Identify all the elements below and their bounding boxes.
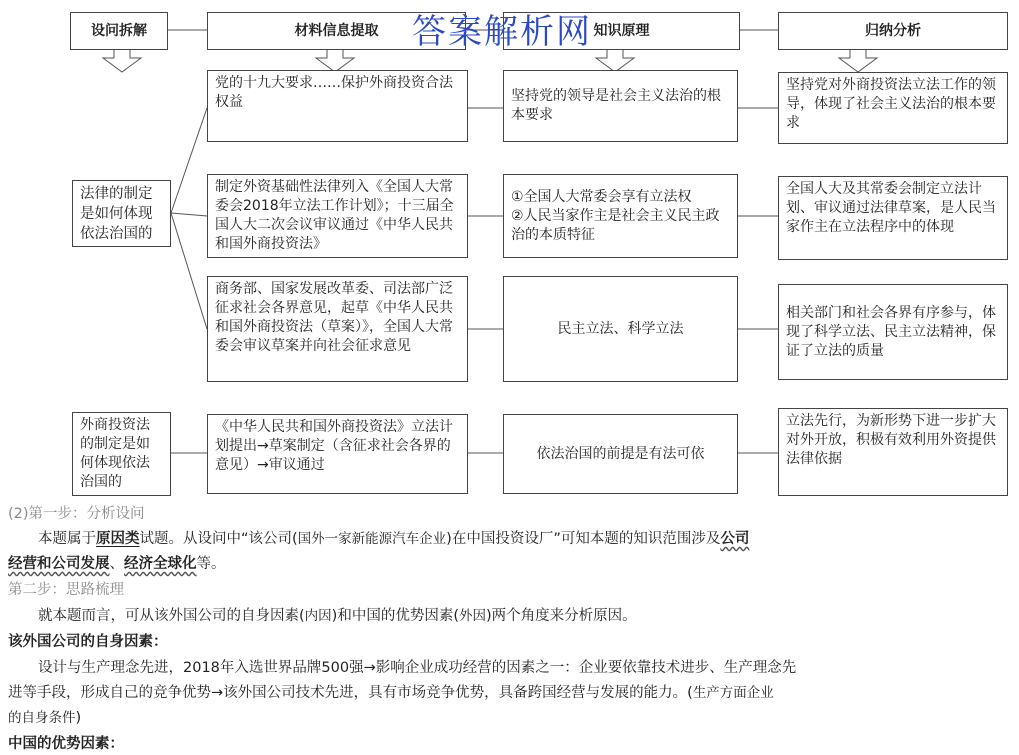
- analysis-box-2: 全国人大及其常委会制定立法计划、审议通过法律草案，是人民当家作主在立法程序中的体现: [778, 176, 1008, 260]
- knowledge-item-1: ①全国人大常委会享有立法权: [511, 188, 692, 205]
- material-box-3: 商务部、国家发展改革委、司法部广泛征求社会各界意见，起草《中华人民共和国外商投资法（草案）》，全国人大常委会审议草案并向社会征求意见: [207, 276, 468, 382]
- header-summary-analysis: 归纳分析: [778, 12, 1008, 50]
- heading-china-factors: 中国的优势因素：: [8, 736, 124, 752]
- knowledge-box-4: 依法治国的前提是有法可依: [503, 414, 738, 494]
- material-box-4: 《中华人民共和国外商投资法》立法计划提出→草案制定（含征求社会各界的意见）→审议通过: [207, 414, 468, 494]
- paragraph-3-line-2: 进等手段，形成自己的竞争优势→该外国公司技术先进，具有市场竞争优势，具备跨国经营与发展的能力。(生产方面企业: [8, 685, 774, 701]
- paragraph-1-line-1: 本题属于原因类试题。从设问中“该公司(国外一家新能源汽车企业)在中国投资设厂”可知本题的知识范围涉及公司: [38, 531, 750, 547]
- question-box-2: 外商投资法的制定是如何体现依法治国的: [72, 412, 171, 496]
- analysis-box-4: 立法先行，为新形势下进一步扩大对外开放，积极有效利用外资提供法律依据: [778, 408, 1008, 496]
- question-box-1: 法律的制定是如何体现依法治国的: [72, 180, 171, 247]
- material-box-2: 制定外资基础性法律列入《全国人大常委会2018年立法工作计划》；十三届全国人大二次会议审议通过《中华人民共和国外商投资法》: [207, 174, 468, 258]
- paragraph-2: 就本题而言，可从该外国公司的自身因素(内因)和中国的优势因素(外因)两个角度来分析原因。: [38, 608, 637, 624]
- paragraph-1-line-2: 经营和公司发展、经济全球化等。: [8, 556, 226, 572]
- heading-self-factors: 该外国公司的自身因素：: [8, 634, 168, 650]
- paragraph-3-line-3: 的自身条件): [8, 710, 82, 726]
- material-box-1: 党的十九大要求……保护外商投资合法权益: [207, 70, 468, 142]
- knowledge-box-2: [503, 174, 738, 258]
- header-knowledge-principle: 知识原理: [503, 12, 740, 50]
- knowledge-box-3: 民主立法、科学立法: [503, 276, 738, 382]
- knowledge-item-2: ②人民当家作主是社会主义民主政治的本质特征: [511, 207, 720, 243]
- knowledge-box-1: 坚持党的领导是社会主义法治的根本要求: [503, 70, 738, 142]
- step1-heading: (2)第一步：分析设问: [8, 506, 145, 522]
- header-material-extraction: 材料信息提取: [207, 12, 466, 50]
- watermark: 答案解析网: [412, 12, 592, 52]
- header-question-breakdown: 设问拆解: [70, 12, 168, 50]
- analysis-box-3: 相关部门和社会各界有序参与，体现了科学立法、民主立法精神，保证了立法的质量: [778, 284, 1008, 380]
- paragraph-3-line-1: 设计与生产理念先进，2018年入选世界品牌500强→影响企业成功经营的因素之一：企业要依靠技术进步、生产理念先: [38, 660, 797, 676]
- analysis-box-1: 坚持党对外商投资法立法工作的领导，体现了社会主义法治的根本要求: [778, 72, 1008, 144]
- step2-heading: 第二步：思路梳理: [8, 582, 124, 598]
